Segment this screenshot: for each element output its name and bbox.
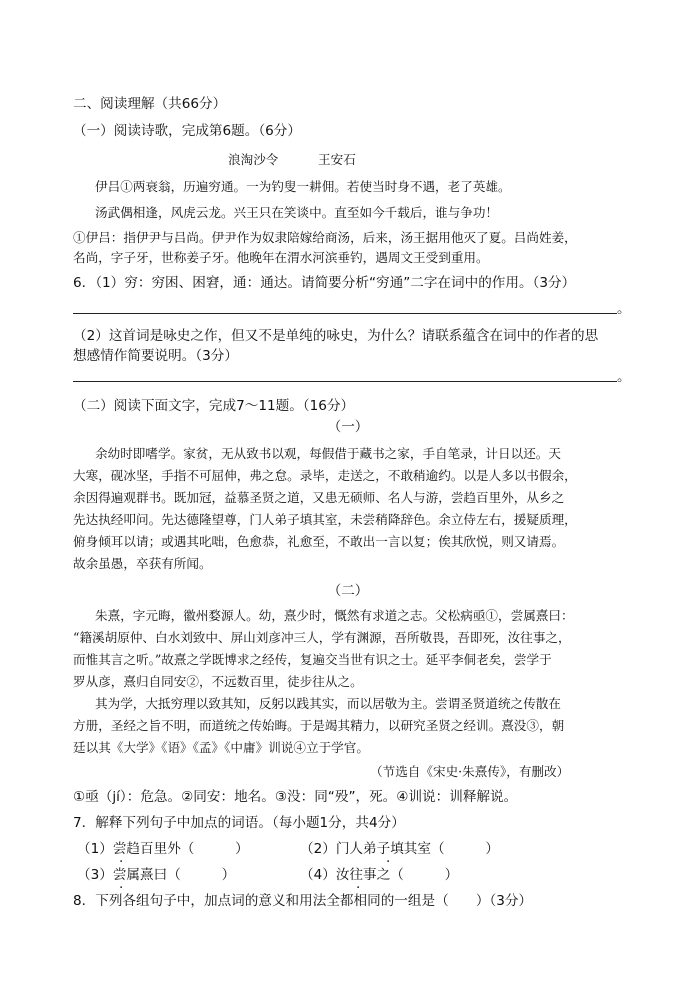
passage-1-line: 俯身倾耳以请；或遇其叱咄，色愈恭，礼愈至，不敢出一言以复；俟其欣悦，则又请焉。 [73, 534, 565, 549]
question-8-title: 8．下列各组句子中，加点词的意义和用法全都相同的一组是（ ）（3分） [73, 893, 533, 909]
source-note: （节选自《宋史·朱熹传》，有删改） [370, 764, 570, 779]
poem-author: 王安石 [318, 152, 356, 167]
poem-line-2: 汤武偶相逢，风虎云龙。兴王只在笑谈中。直至如今千载后，谁与争功！ [95, 205, 498, 220]
question-7-title: 7．解释下列句子中加点的词语。（每小题1分，共4分） [73, 815, 405, 831]
question-7-item-2: （2）门人弟子填其室（ ） [300, 841, 499, 857]
emphasis-dot: · [119, 880, 124, 896]
part1-instruction: （一）阅读诗歌，完成第6题。（6分） [73, 123, 301, 139]
answer-line-6-1[interactable] [73, 313, 617, 314]
emphasis-dot: · [386, 854, 391, 870]
part2-instruction: （二）阅读下面文字，完成7～11题。（16分） [73, 398, 355, 414]
passage-1-line: 余因得遍观群书。既加冠，益慕圣贤之道，又患无硕师、名人与游，尝趋百里外，从乡之 [73, 490, 565, 505]
answer-line-6-2[interactable] [73, 381, 617, 382]
passage-2-label: （二） [327, 583, 369, 599]
question-6-part-1: 6．（1）穷：穷困、困窘，通：通达。请简要分析“穷通”二字在词中的作用。（3分） [73, 275, 576, 291]
passage-3-line: 方册，圣经之旨不明，而道统之传始晦。于是竭其精力，以研究圣贤之经训。熹没③，朝 [73, 718, 565, 733]
passage-3-line: 其为学，大抵穷理以致其知，反躬以践其实，而以居敬为主。尝谓圣贤道统之传散在 [95, 696, 561, 711]
question-7-item-4: （4）汝往事之（ ） [300, 867, 459, 883]
section-heading: 二、阅读理解（共66分） [73, 96, 227, 112]
footnotes: ①亟（jí）：危急。②同安：地名。③没：同“殁”，死。④训说：训释解说。 [73, 789, 518, 805]
poem-note-line-1: ①伊吕：指伊尹与吕尚。伊尹作为奴隶陪嫁给商汤，后来，汤王据用他灭了夏。吕尚姓姜， [73, 230, 577, 245]
question-7-item-1: （1）尝趋百里外（ ） [77, 841, 249, 857]
poem-title: 浪淘沙令 [228, 152, 279, 167]
passage-2-line: 而惟其言之听。”故熹之学既博求之经传，复遍交当世有识之士。延平李侗老矣，尝学于 [73, 652, 552, 667]
question-6-part-2-line-1: （2）这首词是咏史之作，但又不是单纯的咏史，为什么？请联系蕴含在词中的作者的思 [73, 328, 599, 344]
emphasis-dot: · [119, 854, 124, 870]
passage-2-line: 朱熹，字元晦，徽州婺源人。幼，熹少时，慨然有求道之志。父松病亟①，尝属熹曰： [95, 608, 574, 623]
answer-line-6-1-end: 。 [617, 301, 631, 317]
answer-line-6-2-end: 。 [617, 369, 631, 385]
question-6-part-2-line-2: 想感情作简要说明。（3分） [73, 348, 238, 364]
passage-2-line: 罗从彦，熹归自同安②，不远数百里，徒步往从之。 [73, 674, 363, 689]
passage-1-line: 余幼时即嗜学。家贫，无从致书以观，每假借于藏书之家，手自笔录，计日以还。天 [95, 446, 561, 461]
poem-note-line-2: 名尚，字子牙，世称姜子牙。他晚年在渭水河滨垂钓，遇周文王受到重用。 [73, 250, 489, 265]
poem-line-1: 伊吕①两衰翁，历遍穷通。一为钓叟一耕佣。若使当时身不遇，老了英雄。 [95, 179, 511, 194]
passage-1-label: （一） [327, 419, 369, 435]
passage-3-line: 廷以其《大学》《语》《孟》《中庸》训说④立于学官。 [73, 740, 369, 755]
passage-1-line: 大寒，砚冰坚，手指不可屈伸，弗之怠。录毕，走送之，不敢稍逾约。以是人多以书假余， [73, 468, 577, 483]
question-7-item-3: （3）尝属熹曰（ ） [77, 867, 236, 883]
passage-1-line: 先达执经叩问。先达德隆望尊，门人弟子填其室，未尝稍降辞色。余立侍左右，援疑质理， [73, 512, 577, 527]
emphasis-dot: · [356, 880, 361, 896]
passage-2-line: “籍溪胡原仲、白水刘致中、屏山刘彦冲三人，学有渊源，吾所敬畏，吾即死，汝往事之， [73, 630, 571, 645]
passage-1-line: 故余虽愚，卒获有所闻。 [73, 556, 212, 571]
